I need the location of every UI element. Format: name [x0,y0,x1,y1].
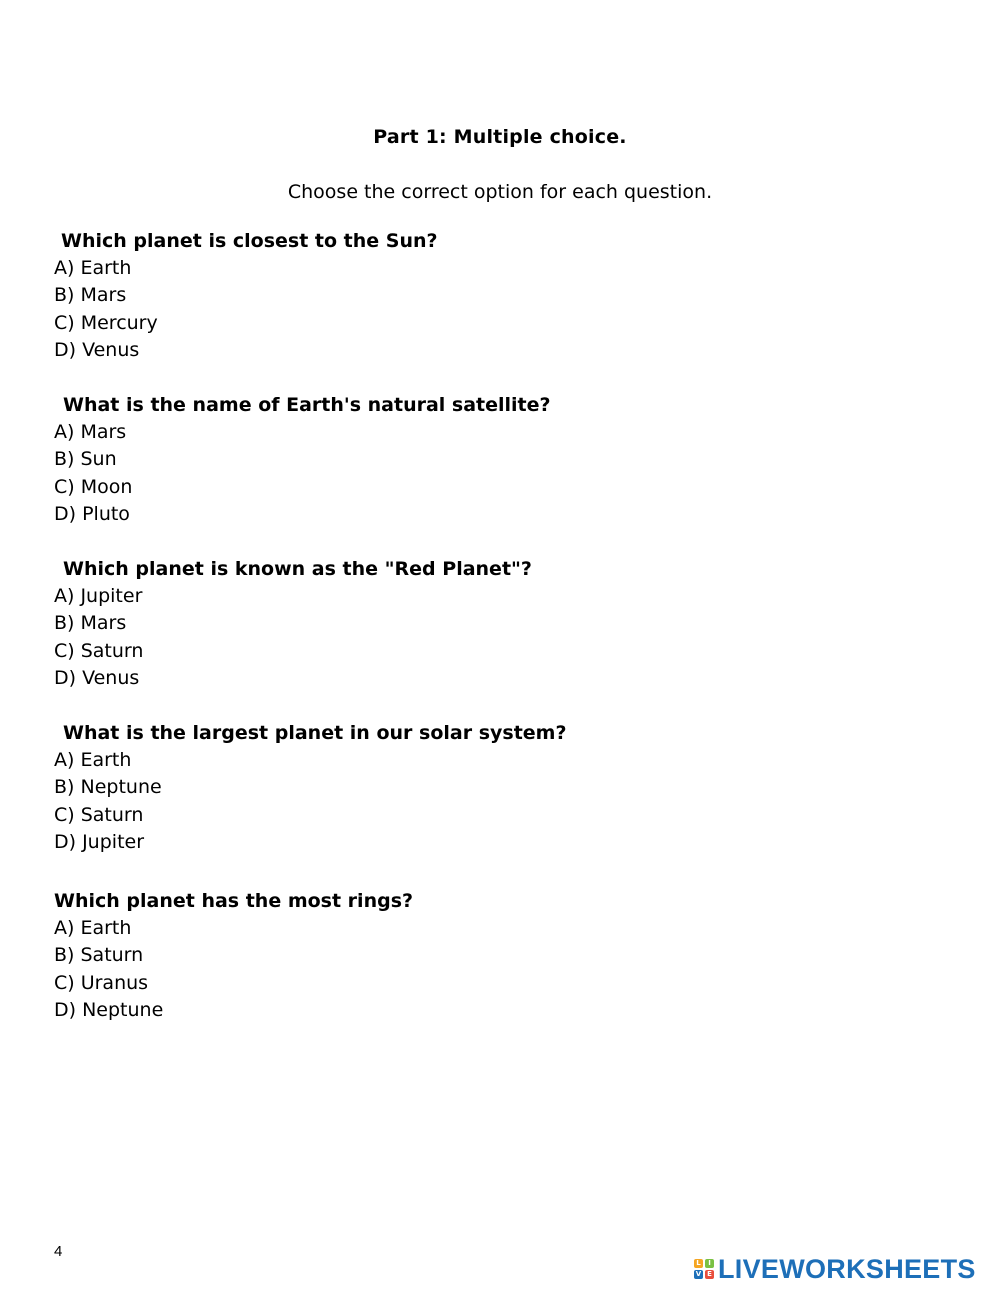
option-d[interactable]: D) Neptune [54,999,164,1022]
page-title: Part 1: Multiple choice. [373,126,627,148]
option-a[interactable]: A) Earth [54,749,132,771]
option-b[interactable]: B) Neptune [54,776,162,799]
question-text: What is the largest planet in our solar system? [63,722,567,744]
instructions: Choose the correct option for each question. [287,181,713,203]
question-4 [54,720,566,857]
option-a[interactable]: A) Jupiter [54,585,143,607]
option-b[interactable]: B) Saturn [54,944,144,967]
option-d[interactable]: D) Pluto [54,503,130,526]
option-a[interactable]: A) Mars [54,421,127,443]
option-a[interactable]: A) Earth [54,257,132,279]
brand-name: LIVEWORKSHEETS [718,1254,976,1284]
option-c[interactable]: C) Moon [54,475,133,498]
question-text: Which planet has the most rings? [54,890,414,912]
option-b[interactable]: B) Mars [54,284,127,307]
question-text: What is the name of Earth's natural satellite? [63,394,551,416]
question-2 [54,392,551,529]
option-d[interactable]: D) Venus [54,667,140,690]
option-c[interactable]: C) Uranus [54,971,149,994]
page-number: 4 [54,1243,63,1260]
question-text: Which planet is closest to the Sun? [61,230,438,252]
question-5 [54,888,413,1025]
option-b[interactable]: B) Sun [54,448,117,471]
option-d[interactable]: D) Jupiter [54,831,145,854]
option-a[interactable]: A) Earth [54,917,132,939]
option-b[interactable]: B) Mars [54,612,127,635]
option-c[interactable]: C) Saturn [54,639,144,662]
brand-logo [694,1254,976,1284]
question-3 [54,556,532,693]
option-c[interactable]: C) Saturn [54,803,144,826]
option-c[interactable]: C) Mercury [54,311,158,334]
brand-mark-icon: L I V E [694,1259,714,1279]
question-1 [54,228,438,365]
question-text: Which planet is known as the "Red Planet"? [63,558,532,580]
option-d[interactable]: D) Venus [54,339,140,362]
